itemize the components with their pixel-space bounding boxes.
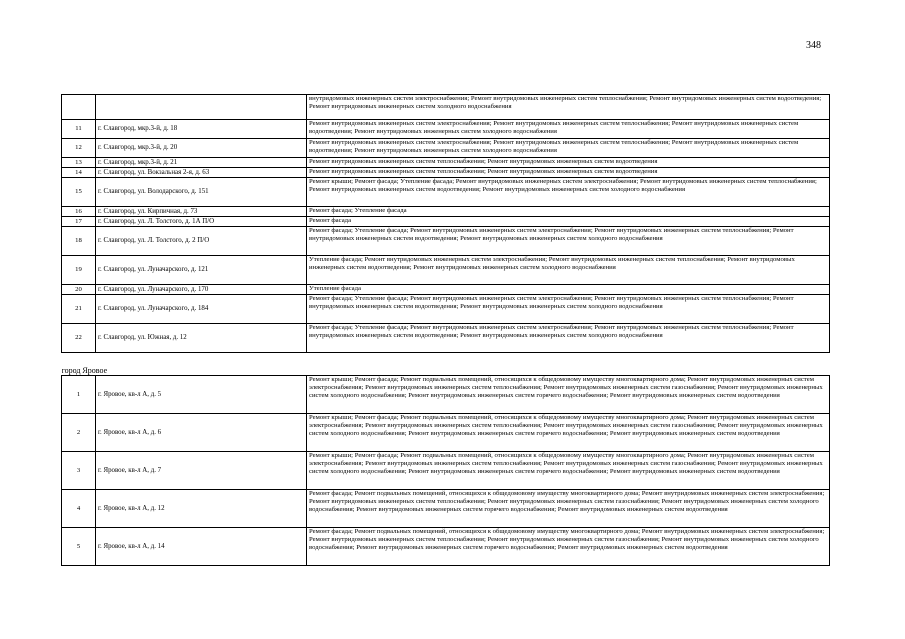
row-address: г. Славгород, ул. Вокзальная 2-я, д. 63 bbox=[96, 168, 307, 178]
row-works: Ремонт фасада; Утепление фасада; Ремонт внутридомовых инженерных систем электроснабжения; Ремонт внутридомовых инженерных систем теплоснабжения; Ремонт внутридомовых инженерных систем водоотведения; Ремонт внутридомовых инженерных систем холодного водоснабжения bbox=[307, 295, 830, 324]
table-row bbox=[62, 178, 830, 207]
page-number: 348 bbox=[806, 40, 821, 51]
row-number: 1 bbox=[62, 376, 96, 414]
row-address: г. Славгород, мкр.3-й, д. 20 bbox=[96, 139, 307, 158]
row-number: 2 bbox=[62, 414, 96, 452]
table-row bbox=[62, 285, 830, 295]
row-number: 16 bbox=[62, 207, 96, 217]
row-number: 5 bbox=[62, 528, 96, 566]
table-row bbox=[62, 95, 830, 120]
row-number: 21 bbox=[62, 295, 96, 324]
row-number bbox=[62, 95, 96, 120]
table-row bbox=[62, 227, 830, 256]
row-works: Ремонт внутридомовых инженерных систем теплоснабжения; Ремонт внутридомовых инженерных систем водоотведения bbox=[307, 158, 830, 168]
row-address: г. Славгород, ул. Л. Толстого, д. 1А П/О bbox=[96, 217, 307, 227]
row-works: Ремонт внутридомовых инженерных систем электроснабжения; Ремонт внутридомовых инженерных систем теплоснабжения; Ремонт внутридомовых инженерных систем водоотведения; Ремонт внутридомовых инженерных систем холодного водоснабжения bbox=[307, 139, 830, 158]
row-address: г. Славгород, ул. Луначарского, д. 121 bbox=[96, 256, 307, 285]
row-number: 19 bbox=[62, 256, 96, 285]
row-address: г. Славгород, ул. Л. Толстого, д. 2 П/О bbox=[96, 227, 307, 256]
row-number: 12 bbox=[62, 139, 96, 158]
row-number: 4 bbox=[62, 490, 96, 528]
table-row bbox=[62, 376, 830, 414]
row-address: г. Яровое, кв-л А, д. 7 bbox=[96, 452, 307, 490]
row-works: Ремонт крыши; Ремонт фасада; Утепление фасада; Ремонт внутридомовых инженерных систем электроснабжения; Ремонт внутридомовых инженерных систем теплоснабжения; Ремонт внутридомовых инженерных систем водоотведения; Ремонт внутридомовых инженерных систем холодного водоснабжения bbox=[307, 178, 830, 207]
row-works: внутридомовых инженерных систем электроснабжения; Ремонт внутридомовых инженерных систем теплоснабжения; Ремонт внутридомовых инженерных систем водоотведения; Ремонт внутридомовых инженерных систем холодного водоснабжения bbox=[307, 95, 830, 120]
table-row bbox=[62, 414, 830, 452]
table-row bbox=[62, 452, 830, 490]
row-number: 17 bbox=[62, 217, 96, 227]
row-number: 15 bbox=[62, 178, 96, 207]
row-address bbox=[96, 95, 307, 120]
row-number: 18 bbox=[62, 227, 96, 256]
table-row bbox=[62, 528, 830, 566]
table-row bbox=[62, 490, 830, 528]
table-row bbox=[62, 168, 830, 178]
table-row bbox=[62, 120, 830, 139]
row-number: 13 bbox=[62, 158, 96, 168]
row-works: Утепление фасада; Ремонт внутридомовых инженерных систем электроснабжения; Ремонт внутридомовых инженерных систем теплоснабжения; Ремонт внутридомовых инженерных систем водоотведения; Ремонт внутридомовых инженерных систем холодного водоснабжения bbox=[307, 256, 830, 285]
repair-table bbox=[61, 94, 830, 566]
row-number: 11 bbox=[62, 120, 96, 139]
row-address: г. Славгород, ул. Кирпичная, д. 73 bbox=[96, 207, 307, 217]
table-row bbox=[62, 207, 830, 217]
table-row bbox=[62, 139, 830, 158]
row-works: Утепление фасада bbox=[307, 285, 830, 295]
row-number: 14 bbox=[62, 168, 96, 178]
row-works: Ремонт внутридомовых инженерных систем теплоснабжения; Ремонт внутридомовых инженерных систем водоотведения bbox=[307, 168, 830, 178]
row-address: г. Яровое, кв-л А, д. 14 bbox=[96, 528, 307, 566]
row-works: Ремонт фасада bbox=[307, 217, 830, 227]
row-address: г. Славгород, ул. Луначарского, д. 184 bbox=[96, 295, 307, 324]
row-works: Ремонт фасада; Утепление фасада bbox=[307, 207, 830, 217]
table-row bbox=[62, 256, 830, 285]
row-address: г. Славгород, ул. Луначарского, д. 170 bbox=[96, 285, 307, 295]
row-address: г. Яровое, кв-л А, д. 6 bbox=[96, 414, 307, 452]
row-address: г. Яровое, кв-л А, д. 5 bbox=[96, 376, 307, 414]
row-address: г. Славгород, ул. Южная, д. 12 bbox=[96, 324, 307, 353]
row-works: Ремонт фасада; Ремонт подвальных помещений, относящихся к общедомовому имуществу многоквартирного дома; Ремонт внутридомовых инженерных систем электроснабжения; Ремонт внутридомовых инженерных систем теплоснабжения; Ремонт внутридомовых инженерных систем газоснабжения; Ремонт внутридомовых инженерных систем холодного водоснабжения; Ремонт внутридомовых инженерных систем горячего водоснабжения; Ремонт внутридомовых инженерных систем водоотведения bbox=[307, 528, 830, 566]
row-number: 20 bbox=[62, 285, 96, 295]
section-heading: город Яровое bbox=[61, 366, 108, 375]
row-works: Ремонт фасада; Утепление фасада; Ремонт внутридомовых инженерных систем электроснабжения; Ремонт внутридомовых инженерных систем теплоснабжения; Ремонт внутридомовых инженерных систем водоотведения; Ремонт внутридомовых инженерных систем холодного водоснабжения bbox=[307, 324, 830, 353]
row-address: г. Яровое, кв-л А, д. 12 bbox=[96, 490, 307, 528]
row-works: Ремонт крыши; Ремонт фасада; Ремонт подвальных помещений, относящихся к общедомовому имуществу многоквартирного дома; Ремонт внутридомовых инженерных систем электроснабжения; Ремонт внутридомовых инженерных систем теплоснабжения; Ремонт внутридомовых инженерных систем газоснабжения; Ремонт внутридомовых инженерных систем холодного водоснабжения; Ремонт внутридомовых инженерных систем горячего водоснабжения; Ремонт внутридомовых инженерных систем водоотведения bbox=[307, 376, 830, 414]
row-works: Ремонт фасада; Утепление фасада; Ремонт внутридомовых инженерных систем электроснабжения; Ремонт внутридомовых инженерных систем теплоснабжения; Ремонт внутридомовых инженерных систем водоотведения; Ремонт внутридомовых инженерных систем холодного водоснабжения bbox=[307, 227, 830, 256]
table-row bbox=[62, 295, 830, 324]
row-address: г. Славгород, ул. Володарского, д. 151 bbox=[96, 178, 307, 207]
row-works: Ремонт крыши; Ремонт фасада; Ремонт подвальных помещений, относящихся к общедомовому имуществу многоквартирного дома; Ремонт внутридомовых инженерных систем электроснабжения; Ремонт внутридомовых инженерных систем теплоснабжения; Ремонт внутридомовых инженерных систем газоснабжения; Ремонт внутридомовых инженерных систем холодного водоснабжения; Ремонт внутридомовых инженерных систем горячего водоснабжения; Ремонт внутридомовых инженерных систем водоотведения bbox=[307, 452, 830, 490]
row-works: Ремонт внутридомовых инженерных систем электроснабжения; Ремонт внутридомовых инженерных систем теплоснабжения; Ремонт внутридомовых инженерных систем водоотведения; Ремонт внутридомовых инженерных систем холодного водоснабжения bbox=[307, 120, 830, 139]
section-row bbox=[62, 353, 830, 376]
table-row bbox=[62, 158, 830, 168]
row-address: г. Славгород, мкр.3-й, д. 18 bbox=[96, 120, 307, 139]
row-number: 3 bbox=[62, 452, 96, 490]
table-row bbox=[62, 217, 830, 227]
row-address: г. Славгород, мкр.3-й, д. 21 bbox=[96, 158, 307, 168]
row-works: Ремонт фасада; Ремонт подвальных помещений, относящихся к общедомовому имуществу многоквартирного дома; Ремонт внутридомовых инженерных систем электроснабжения; Ремонт внутридомовых инженерных систем теплоснабжения; Ремонт внутридомовых инженерных систем газоснабжения; Ремонт внутридомовых инженерных систем холодного водоснабжения; Ремонт внутридомовых инженерных систем горячего водоснабжения; Ремонт внутридомовых инженерных систем водоотведения bbox=[307, 490, 830, 528]
table-row bbox=[62, 324, 830, 353]
row-works: Ремонт крыши; Ремонт фасада; Ремонт подвальных помещений, относящихся к общедомовому имуществу многоквартирного дома; Ремонт внутридомовых инженерных систем электроснабжения; Ремонт внутридомовых инженерных систем теплоснабжения; Ремонт внутридомовых инженерных систем газоснабжения; Ремонт внутридомовых инженерных систем холодного водоснабжения; Ремонт внутридомовых инженерных систем горячего водоснабжения; Ремонт внутридомовых инженерных систем водоотведения bbox=[307, 414, 830, 452]
row-number: 22 bbox=[62, 324, 96, 353]
